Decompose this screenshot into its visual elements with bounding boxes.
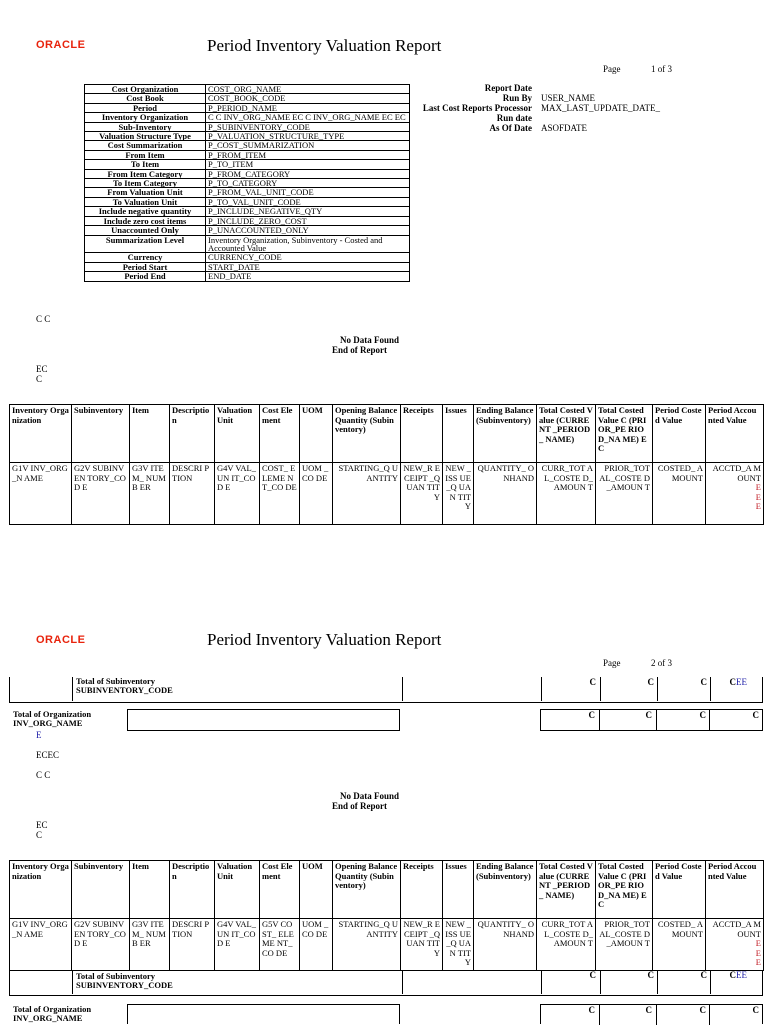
parameter-label: Sub-Inventory <box>85 122 206 131</box>
parameter-value: Inventory Organization, Subinventory - Costed and Accounted Value <box>206 235 410 253</box>
parameter-label: Period <box>85 103 206 112</box>
parameter-value: P_FROM_CATEGORY <box>206 169 410 178</box>
column-header: Total Costed Value C (PRIOR_PE RIOD_NA ME) EC <box>596 405 653 463</box>
table-cell: CURR_TOT AL_COSTE D_AMOUN T <box>537 463 596 525</box>
marker-c-page2: C <box>36 830 43 840</box>
table-cell: G3V ITEM_ NUMB ER <box>130 463 170 525</box>
as-of-date-label: As Of Date <box>489 123 532 133</box>
table-cell: COSTED_ AMOUNT <box>653 919 706 971</box>
column-header: Period Accounted Value <box>706 405 764 463</box>
marker-cc: C C <box>36 314 51 324</box>
subinv-bottom-ee: EE <box>736 970 747 980</box>
parameter-row <box>85 188 410 197</box>
subinventory-total-code: SUBINVENTORY_CODE <box>76 685 173 695</box>
page-label: Page <box>603 64 621 74</box>
column-header: Item <box>130 405 170 463</box>
column-header: Period Costed Value <box>653 861 706 919</box>
org-total-code: INV_ORG_NAME <box>13 718 83 728</box>
subinv-bottom-curr: C <box>589 970 596 980</box>
parameter-row <box>85 160 410 169</box>
org-total-curr: C <box>588 710 595 720</box>
org-total-values-bottom <box>540 1004 763 1024</box>
subinv-bottom-costed: C <box>700 970 707 980</box>
table-cell: G4V VAL_UN IT_COD E <box>215 919 260 971</box>
column-header: Cost Element <box>260 861 300 919</box>
table-cell: G3V ITEM_ NUMB ER <box>130 919 170 971</box>
parameter-value: P_FROM_VAL_UNIT_CODE <box>206 188 410 197</box>
no-data-text-page2: No Data Found <box>340 791 400 801</box>
parameter-value: CURRENCY_CODE <box>206 253 410 262</box>
table-cell: COSTED_ AMOUNT <box>653 463 706 525</box>
table-cell: CURR_TOT AL_COSTE D_AMOUN T <box>537 919 596 971</box>
table-cell: PRIOR_TOT AL_COSTE D_AMOUN T <box>596 919 653 971</box>
page-number: 1 of 3 <box>651 64 672 74</box>
parameter-row <box>85 207 410 216</box>
parameter-label: Cost Organization <box>85 85 206 94</box>
org-total-label-bottom: Total of Organization <box>13 1004 92 1014</box>
table-cell: STARTING_Q UANTITY <box>333 919 401 971</box>
error-marker: E <box>755 501 761 511</box>
parameter-value: P_SUBINVENTORY_CODE <box>206 122 410 131</box>
table-cell: NEW _ISS UE_Q UAN TITY <box>443 463 474 525</box>
column-header: Inventory Organization <box>10 405 72 463</box>
page-label-page2: Page <box>603 658 621 668</box>
parameter-value: P_COST_SUMMARIZATION <box>206 141 410 150</box>
table-cell <box>706 919 764 971</box>
table-cell: NEW_R ECEIPT _QUAN TITY <box>401 463 443 525</box>
subinventory-total-row-bottom <box>9 970 763 996</box>
subinv-total-acctd: C <box>729 677 736 687</box>
org-total-values <box>540 709 763 731</box>
org-bottom-prior: C <box>645 1005 652 1015</box>
parameter-value: P_INCLUDE_NEGATIVE_QTY <box>206 207 410 216</box>
table-cell: DESCRI PTION <box>170 919 215 971</box>
report-title-page2: Period Inventory Valuation Report <box>207 630 442 649</box>
org-total-prior: C <box>645 710 652 720</box>
table-cell: G4V VAL_UN IT_COD E <box>215 463 260 525</box>
processor-label: Last Cost Reports Processor <box>422 103 532 113</box>
subinventory-total-label: Total of Subinventory <box>76 676 156 686</box>
parameter-row <box>85 253 410 262</box>
org-total-box <box>127 709 400 731</box>
parameter-label: From Item <box>85 150 206 159</box>
error-marker: E <box>755 947 761 958</box>
column-header: Description <box>170 405 215 463</box>
column-header: UOM <box>300 861 333 919</box>
parameter-label: Valuation Structure Type <box>85 132 206 141</box>
parameter-label: Include zero cost items <box>85 216 206 225</box>
valuation-table <box>9 404 764 525</box>
marker-c: C <box>36 374 43 384</box>
table-cell: UOM _CO DE <box>300 919 333 971</box>
table-cell: G1V INV_ORG_N AME <box>10 463 72 525</box>
column-header: Opening Balance Quantity (Subinventory) <box>333 861 401 919</box>
column-header: Item <box>130 861 170 919</box>
subinv-total-curr: C <box>589 677 596 687</box>
table-cell: STARTING_Q UANTITY <box>333 463 401 525</box>
table-cell: PRIOR_TOT AL_COSTE D_AMOUN T <box>596 463 653 525</box>
parameter-label: Cost Book <box>85 94 206 103</box>
parameter-label: To Item Category <box>85 179 206 188</box>
table-cell: COST_ ELEME NT_CO DE <box>260 463 300 525</box>
table-cell: DESCRI PTION <box>170 463 215 525</box>
table-cell: NEW _ISS UE_Q UAN TITY <box>443 919 474 971</box>
column-header: Period Accounted Value <box>706 861 764 919</box>
parameter-value: C C INV_ORG_NAME EC C INV_ORG_NAME EC EC <box>206 113 410 122</box>
table-cell <box>706 463 764 525</box>
table-cell: G2V SUBINVEN TORY_COD E <box>72 463 130 525</box>
parameter-label: Unaccounted Only <box>85 226 206 235</box>
valuation-table-page2 <box>9 860 764 971</box>
column-header: Subinventory <box>72 861 130 919</box>
column-header: Receipts <box>401 861 443 919</box>
parameter-value: P_VALUATION_STRUCTURE_TYPE <box>206 132 410 141</box>
marker-ecec: ECEC <box>36 750 60 760</box>
end-of-report-text: End of Report <box>332 345 388 355</box>
oracle-logo-page2: ORACLE <box>36 634 86 646</box>
table-cell: QUANTITY_ ONHAND <box>474 919 537 971</box>
report-title: Period Inventory Valuation Report <box>207 36 442 55</box>
error-marker: E <box>755 938 761 948</box>
org-total-costed: C <box>699 710 706 720</box>
parameter-label: To Valuation Unit <box>85 197 206 206</box>
table-cell: G5V COST_ ELEME NT_CO DE <box>260 919 300 971</box>
org-total-label: Total of Organization <box>13 709 92 719</box>
marker-cc-page2: C C <box>36 770 51 780</box>
parameters-table <box>84 84 410 282</box>
column-header: Receipts <box>401 405 443 463</box>
parameter-value: P_TO_VAL_UNIT_CODE <box>206 197 410 206</box>
column-header: Period Costed Value <box>653 405 706 463</box>
parameter-value: P_PERIOD_NAME <box>206 103 410 112</box>
org-total-code-bottom: INV_ORG_NAME <box>13 1013 83 1023</box>
table-cell: NEW_R ECEIPT _QUAN TITY <box>401 919 443 971</box>
column-header: UOM <box>300 405 333 463</box>
parameter-row <box>85 272 410 281</box>
marker-ec: EC <box>36 364 48 374</box>
org-bottom-costed: C <box>699 1005 706 1015</box>
column-header: Total Costed Value C (PRIOR_PE RIOD_NA ME) EC <box>596 861 653 919</box>
parameter-value: P_UNACCOUNTED_ONLY <box>206 226 410 235</box>
run-date-label: Run date <box>496 113 532 123</box>
error-marker: E <box>755 482 761 492</box>
column-header: Valuation Unit <box>215 861 260 919</box>
parameter-row <box>85 226 410 235</box>
column-header: Inventory Organization <box>10 861 72 919</box>
parameter-value: P_TO_CATEGORY <box>206 179 410 188</box>
column-header: Total Costed Value (CURRENT _PERIOD_ NAME) <box>537 405 596 463</box>
parameter-value: COST_BOOK_CODE <box>206 94 410 103</box>
parameter-value: END_DATE <box>206 272 410 281</box>
subinv-total-prior: C <box>647 677 654 687</box>
parameter-label: Summarization Level <box>85 235 206 253</box>
column-header: Ending Balance (Subinventory) <box>474 861 537 919</box>
org-total-box-bottom <box>127 1004 400 1024</box>
parameter-value: P_TO_ITEM <box>206 160 410 169</box>
report-date-label: Report Date <box>484 83 532 93</box>
parameter-label: Period End <box>85 272 206 281</box>
column-header: Issues <box>443 405 474 463</box>
run-by-label: Run By <box>502 93 532 103</box>
parameter-label: Currency <box>85 253 206 262</box>
subinv-total-costed: C <box>700 677 707 687</box>
error-marker: E <box>755 491 761 502</box>
column-header: Opening Balance Quantity (Subinventory) <box>333 405 401 463</box>
parameter-value: P_FROM_ITEM <box>206 150 410 159</box>
column-header: Subinventory <box>72 405 130 463</box>
parameter-label: Period Start <box>85 262 206 271</box>
org-bottom-acctd: C <box>752 1005 759 1015</box>
cell-value: ACCTD_A MOUNT <box>712 463 761 483</box>
table-cell: G2V SUBINVEN TORY_COD E <box>72 919 130 971</box>
column-header: Cost Element <box>260 405 300 463</box>
oracle-logo: ORACLE <box>36 39 86 51</box>
subinventory-total-row <box>9 677 763 703</box>
table-cell: UOM _CO DE <box>300 463 333 525</box>
parameter-label: From Valuation Unit <box>85 188 206 197</box>
run-by-value: USER_NAME <box>541 93 596 103</box>
column-header: Valuation Unit <box>215 405 260 463</box>
org-total-acctd: C <box>752 710 759 720</box>
end-of-report-text-page2: End of Report <box>332 801 388 811</box>
error-marker: E <box>755 957 761 967</box>
parameter-value: COST_ORG_NAME <box>206 85 410 94</box>
marker-e-blue: E <box>36 730 42 740</box>
parameter-label: To Item <box>85 160 206 169</box>
column-header: Description <box>170 861 215 919</box>
parameter-value: START_DATE <box>206 262 410 271</box>
subinv-total-ee: EE <box>736 677 747 687</box>
no-data-text: No Data Found <box>340 335 400 345</box>
subinventory-total-code-bottom: SUBINVENTORY_CODE <box>76 980 173 990</box>
subinv-bottom-acctd: C <box>729 970 736 980</box>
parameter-row <box>85 141 410 150</box>
parameter-label: Inventory Organization <box>85 113 206 122</box>
subinventory-total-label-bottom: Total of Subinventory <box>76 971 156 981</box>
parameter-label: Cost Summarization <box>85 141 206 150</box>
parameter-label: From Item Category <box>85 169 206 178</box>
parameter-label: Include negative quantity <box>85 207 206 216</box>
parameter-row <box>85 94 410 103</box>
column-header: Total Costed Value (CURRENT _PERIOD_ NAME) <box>537 861 596 919</box>
processor-value: MAX_LAST_UPDATE_DATE_ <box>541 103 660 113</box>
parameter-row <box>85 113 410 122</box>
page-number-page2: 2 of 3 <box>651 658 672 668</box>
org-bottom-curr: C <box>588 1005 595 1015</box>
parameter-row <box>85 235 410 253</box>
as-of-date-value: ASOFDATE <box>541 123 588 133</box>
marker-ec-page2: EC <box>36 820 48 830</box>
column-header: Issues <box>443 861 474 919</box>
subinv-bottom-prior: C <box>647 970 654 980</box>
table-cell: QUANTITY_ ONHAND <box>474 463 537 525</box>
table-cell: G1V INV_ORG_N AME <box>10 919 72 971</box>
parameter-value: P_INCLUDE_ZERO_COST <box>206 216 410 225</box>
column-header: Ending Balance (Subinventory) <box>474 405 537 463</box>
cell-value: ACCTD_A MOUNT <box>712 919 761 939</box>
